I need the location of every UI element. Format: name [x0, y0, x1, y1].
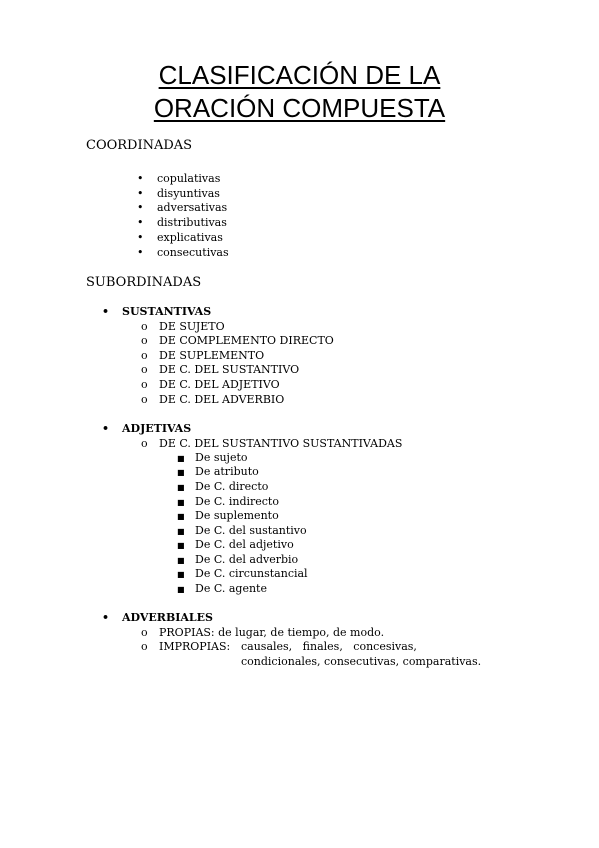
bullet-icon: •: [137, 216, 144, 229]
adjetivas-label: • ADJETIVAS: [102, 422, 192, 435]
list-item: • explicativas: [137, 231, 223, 244]
square-bullet-icon: ■: [177, 454, 185, 463]
list-item: o DE SUPLEMENTO: [141, 349, 265, 362]
list-item: o DE C. DEL ADJETIVO: [141, 378, 280, 391]
list-item: ■ De C. agente: [177, 582, 267, 595]
list-item: o DE SUJETO: [141, 320, 225, 333]
square-bullet-icon: ■: [177, 570, 185, 579]
square-bullet-icon: ■: [177, 556, 185, 565]
square-bullet-icon: ■: [177, 512, 185, 521]
square-bullet-icon: ■: [177, 468, 185, 477]
impropias-line-1: causales, finales, concesivas,: [241, 640, 417, 653]
circle-bullet-icon: o: [141, 640, 148, 653]
square-bullet-icon: ■: [177, 541, 185, 550]
coordinadas-heading: COORDINADAS: [86, 138, 193, 153]
circle-bullet-icon: o: [141, 437, 148, 450]
circle-bullet-icon: o: [141, 378, 148, 391]
circle-bullet-icon: o: [141, 363, 148, 376]
adverbiales-label: • ADVERBIALES: [102, 611, 213, 624]
bullet-icon: •: [102, 305, 110, 318]
list-item: ■ De C. circunstancial: [177, 567, 308, 580]
bullet-icon: •: [102, 611, 110, 624]
list-item: ■ De C. del adverbio: [177, 553, 299, 566]
sustantivas-label: • SUSTANTIVAS: [102, 305, 212, 318]
list-item: o DE C. DEL SUSTANTIVO: [141, 363, 300, 376]
page-title-line-2: ORACIÓN COMPUESTA: [153, 93, 446, 123]
list-item: o DE C. DEL ADVERBIO: [141, 393, 285, 406]
subordinadas-heading: SUBORDINADAS: [86, 275, 202, 290]
bullet-icon: •: [137, 246, 144, 259]
list-item: ■ De C. indirecto: [177, 495, 279, 508]
circle-bullet-icon: o: [141, 626, 148, 639]
circle-bullet-icon: o: [141, 393, 148, 406]
bullet-icon: •: [137, 172, 144, 185]
list-item: • disyuntivas: [137, 187, 220, 200]
square-bullet-icon: ■: [177, 498, 185, 507]
impropias-line-2: condicionales, consecutivas, comparativas.: [241, 655, 482, 668]
bullet-icon: •: [137, 187, 144, 200]
list-item: o PROPIAS: de lugar, de tiempo, de modo.: [141, 626, 385, 639]
circle-bullet-icon: o: [141, 349, 148, 362]
list-item: ■ De sujeto: [177, 451, 248, 464]
list-item: • distributivas: [137, 216, 227, 229]
list-item: ■ De atributo: [177, 465, 259, 478]
circle-bullet-icon: o: [141, 334, 148, 347]
bullet-icon: •: [102, 422, 110, 435]
list-item: ■ De C. directo: [177, 480, 269, 493]
circle-bullet-icon: o: [141, 320, 148, 333]
square-bullet-icon: ■: [177, 527, 185, 536]
list-item: ■ De C. del sustantivo: [177, 524, 307, 537]
bullet-icon: •: [137, 231, 144, 244]
list-item: • adversativas: [137, 201, 228, 214]
square-bullet-icon: ■: [177, 585, 185, 594]
list-item: ■ De C. del adjetivo: [177, 538, 294, 551]
list-item: • consecutivas: [137, 246, 229, 259]
bullet-icon: •: [137, 201, 144, 214]
list-item: • copulativas: [137, 172, 221, 185]
square-bullet-icon: ■: [177, 483, 185, 492]
list-item: o DE COMPLEMENTO DIRECTO: [141, 334, 334, 347]
list-item: ■ De suplemento: [177, 509, 279, 522]
page-title-line-1: CLASIFICACIÓN DE LA: [158, 60, 441, 90]
list-item: o IMPROPIAS:: [141, 640, 231, 653]
list-item: o DE C. DEL SUSTANTIVO SUSTANTIVADAS: [141, 437, 403, 450]
